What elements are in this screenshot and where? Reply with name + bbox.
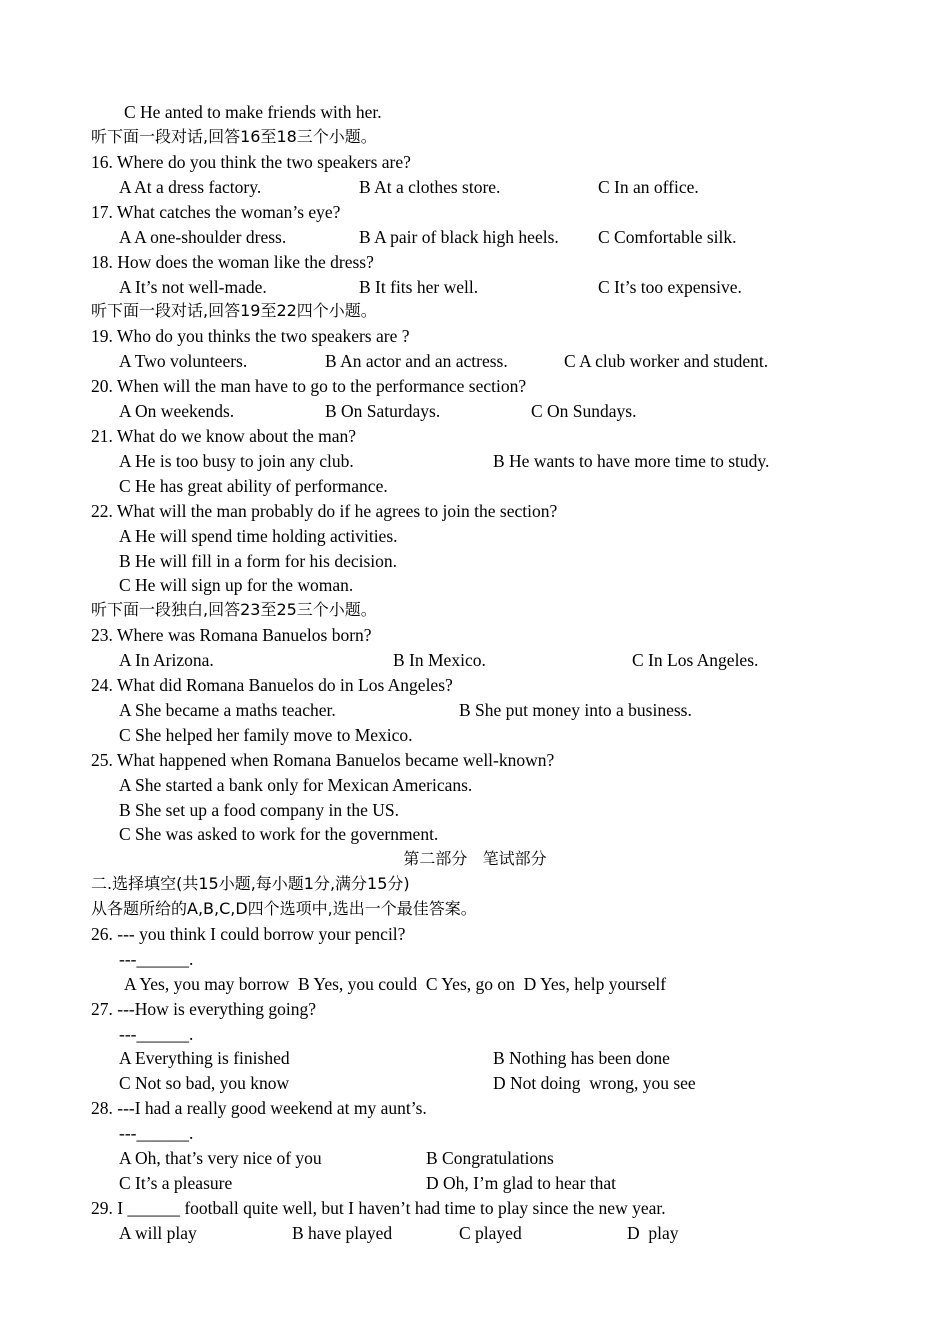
q23-option-c: C In Los Angeles. [632, 650, 759, 670]
q20-option-c: C On Sundays. [531, 401, 637, 421]
q23-option-b: B In Mexico. [393, 650, 486, 670]
q21-option-a: A He is too busy to join any club. [119, 451, 354, 471]
question-18: 18. How does the woman like the dress? [91, 252, 374, 272]
q27-option-c: C Not so bad, you know [119, 1073, 290, 1093]
q28-option-c: C It’s a pleasure [119, 1173, 233, 1193]
q17-option-a: A A one-shoulder dress. [119, 227, 287, 247]
question-17: 17. What catches the woman’s eye? [91, 202, 341, 222]
q27-option-d: D Not doing wrong, you see [493, 1073, 696, 1093]
question-26: 26. --- you think I could borrow your pencil? [91, 924, 406, 944]
q27-option-b: B Nothing has been done [493, 1048, 670, 1068]
q17-option-c: C Comfortable silk. [598, 227, 737, 247]
q16-option-a: A At a dress factory. [119, 177, 262, 197]
question-21: 21. What do we know about the man? [91, 426, 357, 446]
q24-option-a: A She became a maths teacher. [119, 700, 336, 720]
listening-instruction: 听下面一段对话,回答16至18三个小题。 [91, 127, 377, 146]
listening-instruction: 听下面一段独白,回答23至25三个小题。 [91, 600, 377, 619]
question-20: 20. When will the man have to go to the performance section? [91, 376, 527, 396]
q29-option-d: D play [627, 1223, 679, 1243]
q24-option-c: C She helped her family move to Mexico. [119, 725, 413, 745]
question-25: 25. What happened when Romana Banuelos became well-known? [91, 750, 555, 770]
q28-option-d: D Oh, I’m glad to hear that [426, 1173, 617, 1193]
question-19: 19. Who do you thinks the two speakers are ? [91, 326, 410, 346]
question-16: 16. Where do you think the two speakers are? [91, 152, 411, 172]
question-22: 22. What will the man probably do if he agrees to join the section? [91, 501, 558, 521]
q25-option-c: C She was asked to work for the government. [119, 824, 439, 844]
q20-option-b: B On Saturdays. [325, 401, 441, 421]
section-title: 二.选择填空(共15小题,每小题1分,满分15分) [91, 874, 410, 893]
q20-option-a: A On weekends. [119, 401, 235, 421]
q16-option-c: C In an office. [598, 177, 699, 197]
question-23: 23. Where was Romana Banuelos born? [91, 625, 372, 645]
q28-option-b: B Congratulations [426, 1148, 554, 1168]
question-27: 27. ---How is everything going? [91, 999, 317, 1019]
q16-option-b: B At a clothes store. [359, 177, 501, 197]
q23-option-a: A In Arizona. [119, 650, 214, 670]
q19-option-b: B An actor and an actress. [325, 351, 508, 371]
q26-options: A Yes, you may borrow B Yes, you could C Yes, go on D Yes, help yourself [124, 974, 667, 994]
q28-response-blank: ---______. [119, 1123, 194, 1143]
q25-option-b: B She set up a food company in the US. [119, 800, 399, 820]
q18-option-c: C It’s too expensive. [598, 277, 742, 297]
q22-option-b: B He will fill in a form for his decision. [119, 551, 398, 571]
option-text: C He anted to make friends with her. [124, 102, 382, 122]
question-29: 29. I ______ football quite well, but I haven’t had time to play since the new year. [91, 1198, 666, 1218]
q29-option-a: A will play [119, 1223, 197, 1243]
section-instruction: 从各题所给的A,B,C,D四个选项中,选出一个最佳答案。 [91, 899, 477, 918]
q29-option-b: B have played [292, 1223, 393, 1243]
q29-option-c: C played [459, 1223, 522, 1243]
q27-option-a: A Everything is finished [119, 1048, 290, 1068]
q18-option-b: B It fits her well. [359, 277, 479, 297]
q24-option-b: B She put money into a business. [459, 700, 692, 720]
section-heading: 第二部分 笔试部分 [403, 849, 547, 868]
question-24: 24. What did Romana Banuelos do in Los Angeles? [91, 675, 453, 695]
q22-option-a: A He will spend time holding activities. [119, 526, 398, 546]
q27-response-blank: ---______. [119, 1024, 194, 1044]
listening-instruction: 听下面一段对话,回答19至22四个小题。 [91, 301, 377, 320]
q17-option-b: B A pair of black high heels. [359, 227, 559, 247]
q25-option-a: A She started a bank only for Mexican Americans. [119, 775, 473, 795]
q18-option-a: A It’s not well-made. [119, 277, 267, 297]
q19-option-c: C A club worker and student. [564, 351, 769, 371]
question-28: 28. ---I had a really good weekend at my aunt’s. [91, 1098, 427, 1118]
q26-response-blank: ---______. [119, 949, 194, 969]
q28-option-a: A Oh, that’s very nice of you [119, 1148, 322, 1168]
q19-option-a: A Two volunteers. [119, 351, 248, 371]
q21-option-b: B He wants to have more time to study. [493, 451, 770, 471]
q22-option-c: C He will sign up for the woman. [119, 575, 354, 595]
q21-option-c: C He has great ability of performance. [119, 476, 388, 496]
